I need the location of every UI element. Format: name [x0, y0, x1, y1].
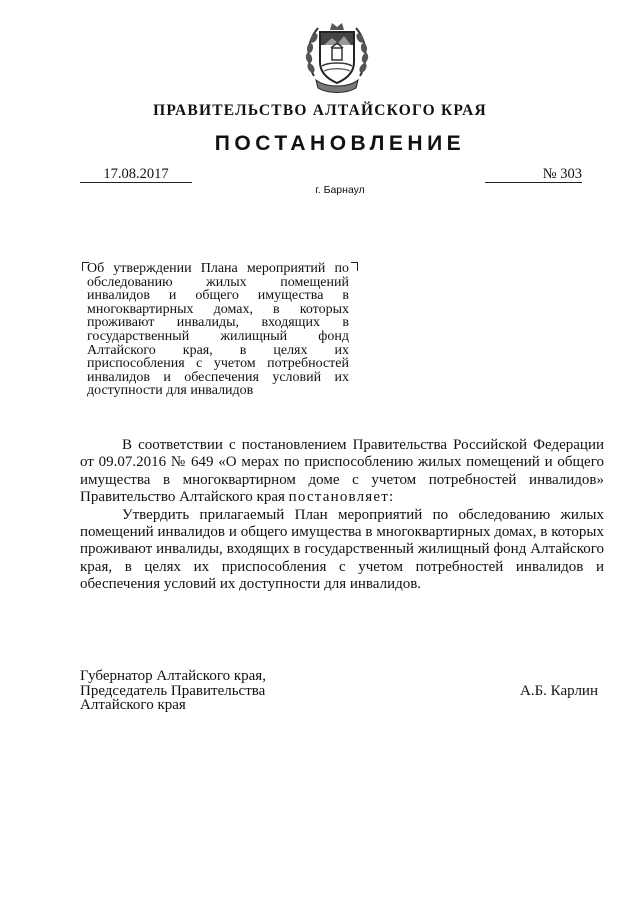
document-city: г. Барнаул [315, 184, 365, 196]
signer-title-line-1: Губернатор Алтайского края, [80, 668, 266, 684]
document-date: 17.08.2017 [80, 166, 192, 183]
document-subject: Об утверждении Плана мероприятий по обследованию жилых помещений инвалидов и общего имущества в многоквартирных домах, в которых проживают инвалиды, входящих в государственный жилищный фонд Алтайского края, в целях их приспособления с учетом потребностей инвалидов и обеспечения условий их доступности для инвалидов [87, 261, 349, 399]
document-type-title: ПОСТАНОВЛЕНИЕ [214, 132, 466, 155]
document-body [80, 437, 604, 594]
signer-name: А.Б. Карлин [519, 683, 598, 699]
body-paragraph-1 [80, 437, 604, 507]
government-name: ПРАВИТЕЛЬСТВО АЛТАЙСКОГО КРАЯ [153, 102, 487, 119]
signer-block [80, 669, 340, 713]
body-paragraph-2: Утвердить прилагаемый План мероприятий по обследованию жилых помещений инвалидов и общего имущества в многоквартирных домах, в которых проживают инвалиды, входящих в государственный жилищный фонд Алтайского края, в целях их приспособления с учетом потребностей инвалидов и обеспечения условий их доступности для инвалидов. [80, 506, 604, 593]
signer-title-line-3: Алтайского края [80, 697, 186, 713]
signer-title-line-2: Председатель Правительства [80, 682, 266, 699]
subject-corner-right [351, 262, 358, 271]
decree-word: постановляет: [288, 489, 395, 506]
body-paragraph-1-text: В соответствии с постановлением Правительства Российской Федерации от 09.07.2016 № 649 «О мерах по приспособлению жилых помещений и общего имущества в многоквартирном доме с учетом потребностей инвалидов» Правительство Алтайского края [80, 437, 604, 506]
document-number: № 303 [485, 166, 582, 183]
altai-krai-coat-of-arms-icon [302, 18, 372, 94]
